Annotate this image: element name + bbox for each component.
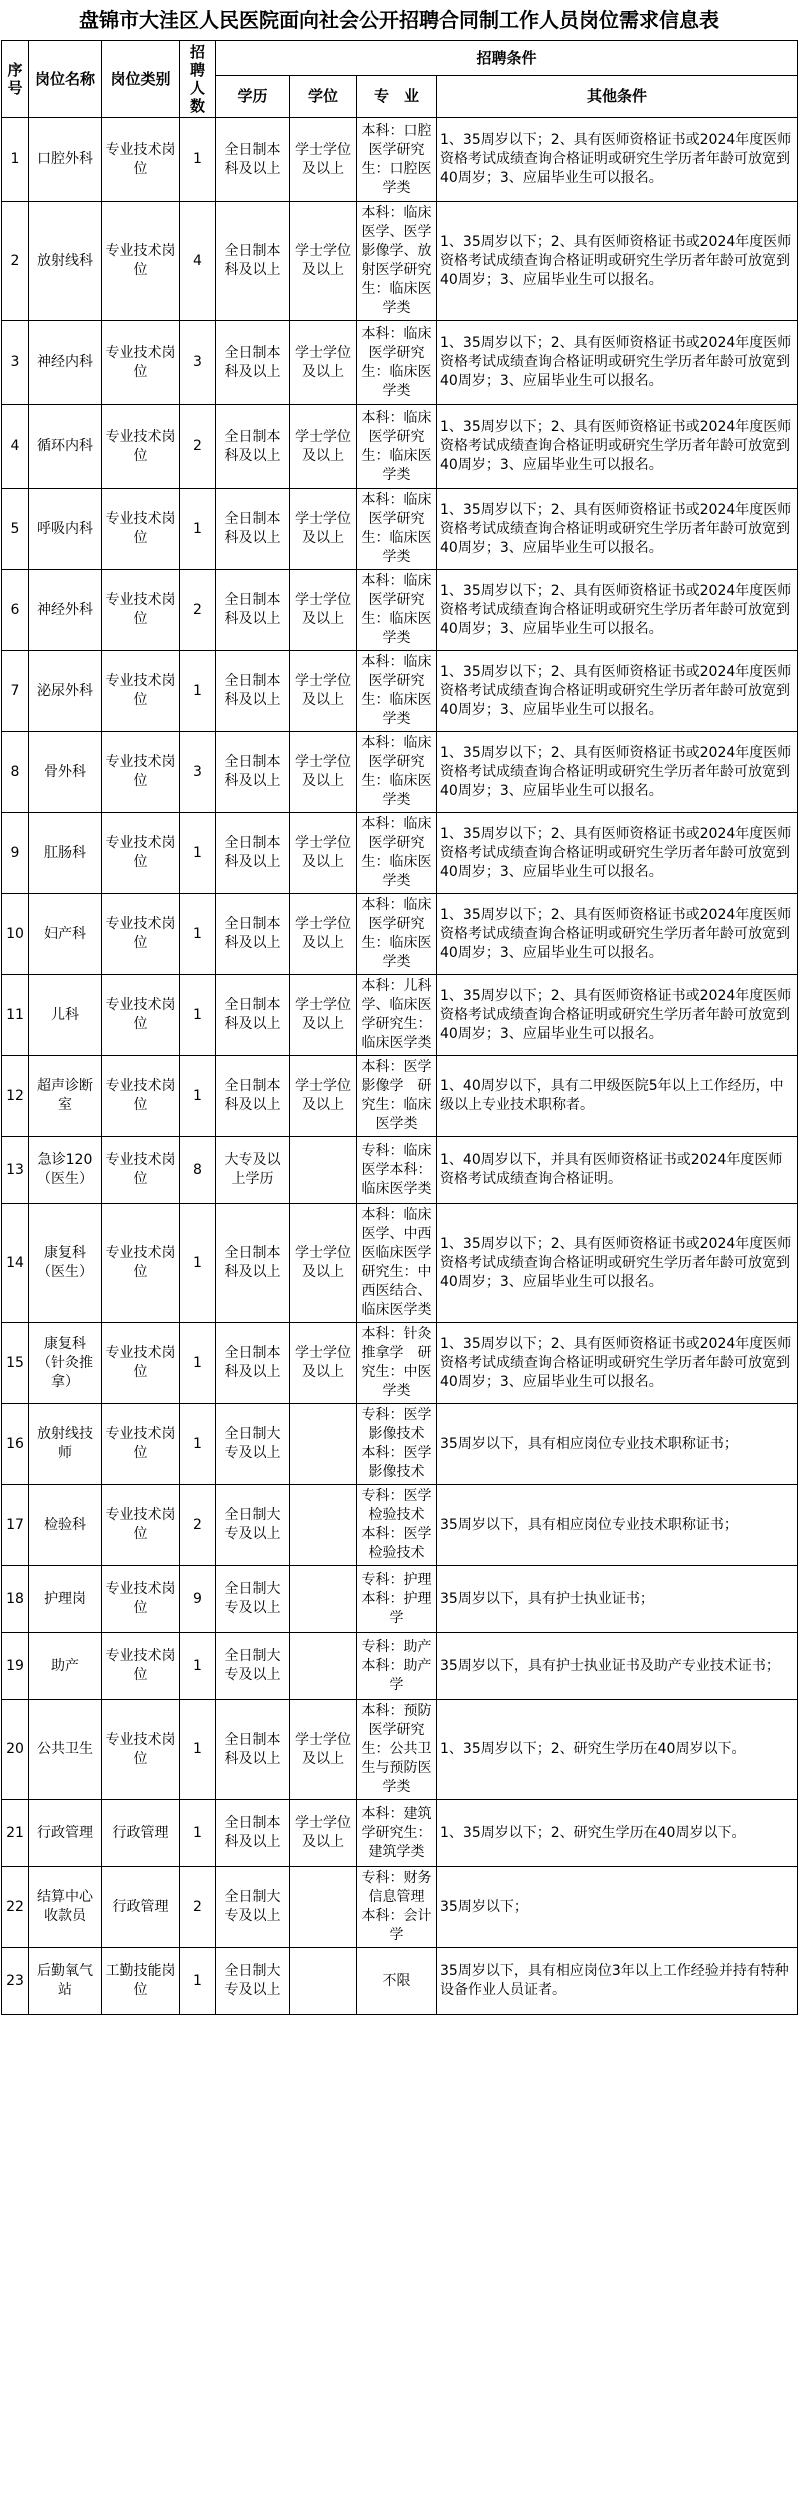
- cell-post-name: 公共卫生: [29, 1700, 102, 1800]
- cell-seq: 9: [2, 813, 29, 894]
- header-count: 招聘人数: [180, 41, 216, 118]
- cell-post-name: 检验科: [29, 1485, 102, 1566]
- cell-count: 1: [180, 1700, 216, 1800]
- cell-seq: 14: [2, 1204, 29, 1323]
- cell-post-type: 专业技术岗位: [102, 1323, 180, 1404]
- cell-count: 1: [180, 1948, 216, 2015]
- cell-major: 本科：临床医学研究生：临床医学类: [357, 405, 437, 489]
- cell-education: 全日制本科及以上: [216, 405, 290, 489]
- cell-seq: 15: [2, 1323, 29, 1404]
- cell-major: 本科：临床医学、中西医临床医学研究生：中西医结合、临床医学类: [357, 1204, 437, 1323]
- cell-post-type: 专业技术岗位: [102, 1204, 180, 1323]
- cell-seq: 2: [2, 202, 29, 321]
- cell-post-type: 专业技术岗位: [102, 1700, 180, 1800]
- cell-other: 1、35周岁以下；2、具有医师资格证书或2024年度医师资格考试成绩查询合格证明或研究生学历者年龄可放宽到40周岁；3、应届毕业生可以报名。: [437, 405, 798, 489]
- cell-major: 专科：财务信息管理 本科：会计学: [357, 1867, 437, 1948]
- cell-other: 1、35周岁以下；2、具有医师资格证书或2024年度医师资格考试成绩查询合格证明或研究生学历者年龄可放宽到40周岁；3、应届毕业生可以报名。: [437, 651, 798, 732]
- cell-education: 全日制本科及以上: [216, 732, 290, 813]
- cell-major: 本科：临床医学研究生：临床医学类: [357, 651, 437, 732]
- cell-count: 1: [180, 975, 216, 1056]
- cell-post-type: 行政管理: [102, 1867, 180, 1948]
- cell-count: 1: [180, 118, 216, 202]
- cell-count: 1: [180, 894, 216, 975]
- cell-post-type: 专业技术岗位: [102, 321, 180, 405]
- cell-count: 2: [180, 1485, 216, 1566]
- cell-seq: 5: [2, 489, 29, 570]
- cell-post-name: 神经内科: [29, 321, 102, 405]
- cell-seq: 7: [2, 651, 29, 732]
- cell-major: 本科：预防医学研究生：公共卫生与预防医学类: [357, 1700, 437, 1800]
- cell-count: 8: [180, 1137, 216, 1204]
- table-row: [2, 1485, 798, 1566]
- cell-other: 1、35周岁以下；2、具有医师资格证书或2024年度医师资格考试成绩查询合格证明或研究生学历者年龄可放宽到40周岁；3、应届毕业生可以报名。: [437, 813, 798, 894]
- cell-other: 1、35周岁以下；2、研究生学历在40周岁以下。: [437, 1700, 798, 1800]
- table-row: [2, 1566, 798, 1633]
- cell-post-type: 专业技术岗位: [102, 975, 180, 1056]
- cell-post-name: 行政管理: [29, 1800, 102, 1867]
- table-row: [2, 1867, 798, 1948]
- cell-other: 1、40周岁以下，具有二甲级医院5年以上工作经历，中级以上专业技术职称者。: [437, 1056, 798, 1137]
- cell-education: 全日制大专及以上: [216, 1404, 290, 1485]
- cell-other: 1、35周岁以下；2、具有医师资格证书或2024年度医师资格考试成绩查询合格证明或研究生学历者年龄可放宽到40周岁；3、应届毕业生可以报名。: [437, 202, 798, 321]
- cell-post-type: 专业技术岗位: [102, 202, 180, 321]
- cell-seq: 10: [2, 894, 29, 975]
- cell-degree: 学士学位及以上: [290, 202, 357, 321]
- cell-other: 1、35周岁以下；2、具有医师资格证书或2024年度医师资格考试成绩查询合格证明或研究生学历者年龄可放宽到40周岁；3、应届毕业生可以报名。: [437, 570, 798, 651]
- cell-major: 本科：口腔医学研究生：口腔医学类: [357, 118, 437, 202]
- cell-major: 本科：临床医学研究生：临床医学类: [357, 813, 437, 894]
- cell-post-name: 神经外科: [29, 570, 102, 651]
- cell-seq: 4: [2, 405, 29, 489]
- cell-post-name: 康复科（医生）: [29, 1204, 102, 1323]
- table-row: [2, 1633, 798, 1700]
- cell-degree: 学士学位及以上: [290, 1204, 357, 1323]
- cell-post-type: 专业技术岗位: [102, 1056, 180, 1137]
- cell-degree: 学士学位及以上: [290, 118, 357, 202]
- cell-seq: 22: [2, 1867, 29, 1948]
- cell-degree: 学士学位及以上: [290, 570, 357, 651]
- cell-other: 35周岁以下，具有护士执业证书；: [437, 1566, 798, 1633]
- cell-count: 2: [180, 405, 216, 489]
- cell-degree: 学士学位及以上: [290, 1323, 357, 1404]
- cell-seq: 19: [2, 1633, 29, 1700]
- cell-major: 本科：临床医学研究生：临床医学类: [357, 894, 437, 975]
- cell-seq: 11: [2, 975, 29, 1056]
- table-row: [2, 1323, 798, 1404]
- table-row: [2, 405, 798, 489]
- cell-post-type: 专业技术岗位: [102, 405, 180, 489]
- cell-other: 1、40周岁以下，并具有医师资格证书或2024年度医师资格考试成绩查询合格证明。: [437, 1137, 798, 1204]
- cell-major: 专科：临床医学本科：临床医学类: [357, 1137, 437, 1204]
- cell-seq: 1: [2, 118, 29, 202]
- cell-count: 9: [180, 1566, 216, 1633]
- cell-post-name: 超声诊断室: [29, 1056, 102, 1137]
- cell-major: 不限: [357, 1948, 437, 2015]
- header-post-name: 岗位名称: [29, 41, 102, 118]
- cell-education: 全日制本科及以上: [216, 1204, 290, 1323]
- cell-degree: 学士学位及以上: [290, 651, 357, 732]
- cell-education: 全日制大专及以上: [216, 1485, 290, 1566]
- recruitment-table: [1, 40, 798, 2015]
- cell-major: 本科：临床医学研究生：临床医学类: [357, 489, 437, 570]
- table-row: [2, 1948, 798, 2015]
- cell-post-type: 行政管理: [102, 1800, 180, 1867]
- cell-post-name: 急诊120（医生）: [29, 1137, 102, 1204]
- cell-post-name: 助产: [29, 1633, 102, 1700]
- cell-count: 1: [180, 1056, 216, 1137]
- cell-major: 本科：针灸推拿学 研究生：中医学类: [357, 1323, 437, 1404]
- cell-seq: 20: [2, 1700, 29, 1800]
- cell-count: 1: [180, 1633, 216, 1700]
- cell-count: 2: [180, 570, 216, 651]
- cell-other: 1、35周岁以下；2、具有医师资格证书或2024年度医师资格考试成绩查询合格证明或研究生学历者年龄可放宽到40周岁；3、应届毕业生可以报名。: [437, 975, 798, 1056]
- cell-count: 2: [180, 1867, 216, 1948]
- table-row: [2, 651, 798, 732]
- cell-other: 1、35周岁以下；2、具有医师资格证书或2024年度医师资格考试成绩查询合格证明或研究生学历者年龄可放宽到40周岁；3、应届毕业生可以报名。: [437, 732, 798, 813]
- cell-post-type: 专业技术岗位: [102, 570, 180, 651]
- cell-education: 全日制本科及以上: [216, 1323, 290, 1404]
- cell-degree: 学士学位及以上: [290, 975, 357, 1056]
- cell-count: 3: [180, 321, 216, 405]
- header-major: 专 业: [357, 75, 437, 117]
- cell-major: 本科：临床医学研究生：临床医学类: [357, 732, 437, 813]
- cell-count: 1: [180, 651, 216, 732]
- cell-education: 全日制本科及以上: [216, 975, 290, 1056]
- cell-degree: [290, 1485, 357, 1566]
- cell-major: 本科：建筑学研究生：建筑学类: [357, 1800, 437, 1867]
- cell-post-name: 儿科: [29, 975, 102, 1056]
- header-education: 学历: [216, 75, 290, 117]
- cell-count: 1: [180, 1800, 216, 1867]
- cell-degree: 学士学位及以上: [290, 489, 357, 570]
- cell-post-type: 工勤技能岗位: [102, 1948, 180, 2015]
- cell-post-name: 骨外科: [29, 732, 102, 813]
- cell-post-name: 泌尿外科: [29, 651, 102, 732]
- cell-post-name: 肛肠科: [29, 813, 102, 894]
- cell-post-name: 循环内科: [29, 405, 102, 489]
- cell-post-type: 专业技术岗位: [102, 651, 180, 732]
- cell-other: 1、35周岁以下；2、具有医师资格证书或2024年度医师资格考试成绩查询合格证明或研究生学历者年龄可放宽到40周岁；3、应届毕业生可以报名。: [437, 489, 798, 570]
- cell-seq: 17: [2, 1485, 29, 1566]
- header-post-type: 岗位类别: [102, 41, 180, 118]
- cell-other: 1、35周岁以下；2、具有医师资格证书或2024年度医师资格考试成绩查询合格证明或研究生学历者年龄可放宽到40周岁；3、应届毕业生可以报名。: [437, 1204, 798, 1323]
- cell-post-name: 放射线技师: [29, 1404, 102, 1485]
- cell-post-type: 专业技术岗位: [102, 1566, 180, 1633]
- cell-count: 1: [180, 813, 216, 894]
- cell-post-name: 放射线科: [29, 202, 102, 321]
- table-row: [2, 489, 798, 570]
- cell-education: 全日制大专及以上: [216, 1566, 290, 1633]
- cell-post-type: 专业技术岗位: [102, 894, 180, 975]
- table-body: [2, 118, 798, 2015]
- header-conditions: 招聘条件: [216, 41, 798, 76]
- table-row: [2, 732, 798, 813]
- cell-degree: 学士学位及以上: [290, 321, 357, 405]
- cell-seq: 23: [2, 1948, 29, 2015]
- cell-degree: 学士学位及以上: [290, 732, 357, 813]
- cell-major: 本科：临床医学、医学影像学、放射医学研究生：临床医学类: [357, 202, 437, 321]
- cell-major: 专科：医学检验技术 本科：医学检验技术: [357, 1485, 437, 1566]
- cell-education: 全日制本科及以上: [216, 1700, 290, 1800]
- cell-major: 专科：医学影像技术 本科：医学影像技术: [357, 1404, 437, 1485]
- table-row: [2, 1056, 798, 1137]
- cell-major: 本科：临床医学研究生：临床医学类: [357, 321, 437, 405]
- cell-other: 1、35周岁以下；2、研究生学历在40周岁以下。: [437, 1800, 798, 1867]
- cell-education: 全日制大专及以上: [216, 1633, 290, 1700]
- cell-count: 4: [180, 202, 216, 321]
- cell-major: 本科：医学影像学 研究生：临床医学类: [357, 1056, 437, 1137]
- table-row: [2, 975, 798, 1056]
- cell-post-type: 专业技术岗位: [102, 489, 180, 570]
- cell-degree: 学士学位及以上: [290, 894, 357, 975]
- cell-post-type: 专业技术岗位: [102, 1137, 180, 1204]
- table-row: [2, 1800, 798, 1867]
- cell-post-type: 专业技术岗位: [102, 118, 180, 202]
- cell-education: 全日制本科及以上: [216, 321, 290, 405]
- table-row: [2, 894, 798, 975]
- cell-degree: 学士学位及以上: [290, 1056, 357, 1137]
- cell-education: 全日制本科及以上: [216, 1056, 290, 1137]
- cell-education: 全日制本科及以上: [216, 202, 290, 321]
- cell-seq: 8: [2, 732, 29, 813]
- cell-seq: 3: [2, 321, 29, 405]
- cell-degree: [290, 1404, 357, 1485]
- cell-degree: [290, 1137, 357, 1204]
- cell-count: 1: [180, 1404, 216, 1485]
- cell-other: 35周岁以下，具有护士执业证书及助产专业技术证书；: [437, 1633, 798, 1700]
- cell-major: 专科：护理本科：护理学: [357, 1566, 437, 1633]
- cell-education: 全日制本科及以上: [216, 489, 290, 570]
- cell-post-name: 康复科（针灸推拿）: [29, 1323, 102, 1404]
- cell-education: 全日制本科及以上: [216, 651, 290, 732]
- cell-degree: [290, 1867, 357, 1948]
- header-other: 其他条件: [437, 75, 798, 117]
- cell-other: 1、35周岁以下；2、具有医师资格证书或2024年度医师资格考试成绩查询合格证明或研究生学历者年龄可放宽到40周岁；3、应届毕业生可以报名。: [437, 1323, 798, 1404]
- page-title: 盘锦市大洼区人民医院面向社会公开招聘合同制工作人员岗位需求信息表: [79, 8, 719, 32]
- cell-post-type: 专业技术岗位: [102, 1633, 180, 1700]
- cell-degree: [290, 1948, 357, 2015]
- cell-other: 35周岁以下，具有相应岗位专业技术职称证书；: [437, 1485, 798, 1566]
- cell-education: 大专及以上学历: [216, 1137, 290, 1204]
- cell-seq: 21: [2, 1800, 29, 1867]
- cell-count: 1: [180, 1323, 216, 1404]
- table-row: [2, 813, 798, 894]
- cell-seq: 13: [2, 1137, 29, 1204]
- cell-education: 全日制本科及以上: [216, 1800, 290, 1867]
- table-row: [2, 321, 798, 405]
- cell-degree: [290, 1566, 357, 1633]
- cell-post-type: 专业技术岗位: [102, 1404, 180, 1485]
- cell-post-name: 后勤氧气站: [29, 1948, 102, 2015]
- table-row: [2, 118, 798, 202]
- cell-major: 本科：儿科学、临床医学研究生：临床医学类: [357, 975, 437, 1056]
- cell-education: 全日制本科及以上: [216, 118, 290, 202]
- cell-other: 35周岁以下，具有相应岗位3年以上工作经验并持有特种设备作业人员证者。: [437, 1948, 798, 2015]
- cell-other: 1、35周岁以下；2、具有医师资格证书或2024年度医师资格考试成绩查询合格证明或研究生学历者年龄可放宽到40周岁；3、应届毕业生可以报名。: [437, 118, 798, 202]
- cell-other: 1、35周岁以下；2、具有医师资格证书或2024年度医师资格考试成绩查询合格证明或研究生学历者年龄可放宽到40周岁；3、应届毕业生可以报名。: [437, 321, 798, 405]
- cell-education: 全日制大专及以上: [216, 1948, 290, 2015]
- table-row: [2, 202, 798, 321]
- cell-post-type: 专业技术岗位: [102, 1485, 180, 1566]
- table-row: [2, 570, 798, 651]
- cell-other: 1、35周岁以下；2、具有医师资格证书或2024年度医师资格考试成绩查询合格证明或研究生学历者年龄可放宽到40周岁；3、应届毕业生可以报名。: [437, 894, 798, 975]
- cell-major: 专科：助产本科：助产学: [357, 1633, 437, 1700]
- cell-post-name: 护理岗: [29, 1566, 102, 1633]
- cell-count: 3: [180, 732, 216, 813]
- table-row: [2, 1204, 798, 1323]
- cell-degree: 学士学位及以上: [290, 1800, 357, 1867]
- cell-degree: 学士学位及以上: [290, 405, 357, 489]
- cell-other: 35周岁以下；: [437, 1867, 798, 1948]
- cell-seq: 6: [2, 570, 29, 651]
- cell-degree: 学士学位及以上: [290, 813, 357, 894]
- cell-count: 1: [180, 1204, 216, 1323]
- cell-education: 全日制本科及以上: [216, 570, 290, 651]
- header-seq: 序号: [2, 41, 29, 118]
- cell-education: 全日制本科及以上: [216, 894, 290, 975]
- cell-seq: 16: [2, 1404, 29, 1485]
- cell-count: 1: [180, 489, 216, 570]
- cell-other: 35周岁以下，具有相应岗位专业技术职称证书；: [437, 1404, 798, 1485]
- cell-seq: 18: [2, 1566, 29, 1633]
- cell-degree: [290, 1633, 357, 1700]
- cell-seq: 12: [2, 1056, 29, 1137]
- cell-post-type: 专业技术岗位: [102, 813, 180, 894]
- cell-post-name: 结算中心收款员: [29, 1867, 102, 1948]
- table-row: [2, 1404, 798, 1485]
- cell-major: 本科：临床医学研究生：临床医学类: [357, 570, 437, 651]
- cell-post-name: 呼吸内科: [29, 489, 102, 570]
- cell-post-type: 专业技术岗位: [102, 732, 180, 813]
- table-row: [2, 1700, 798, 1800]
- table-row: [2, 1137, 798, 1204]
- cell-education: 全日制大专及以上: [216, 1867, 290, 1948]
- cell-post-name: 妇产科: [29, 894, 102, 975]
- cell-degree: 学士学位及以上: [290, 1700, 357, 1800]
- cell-post-name: 口腔外科: [29, 118, 102, 202]
- cell-education: 全日制本科及以上: [216, 813, 290, 894]
- header-degree: 学位: [290, 75, 357, 117]
